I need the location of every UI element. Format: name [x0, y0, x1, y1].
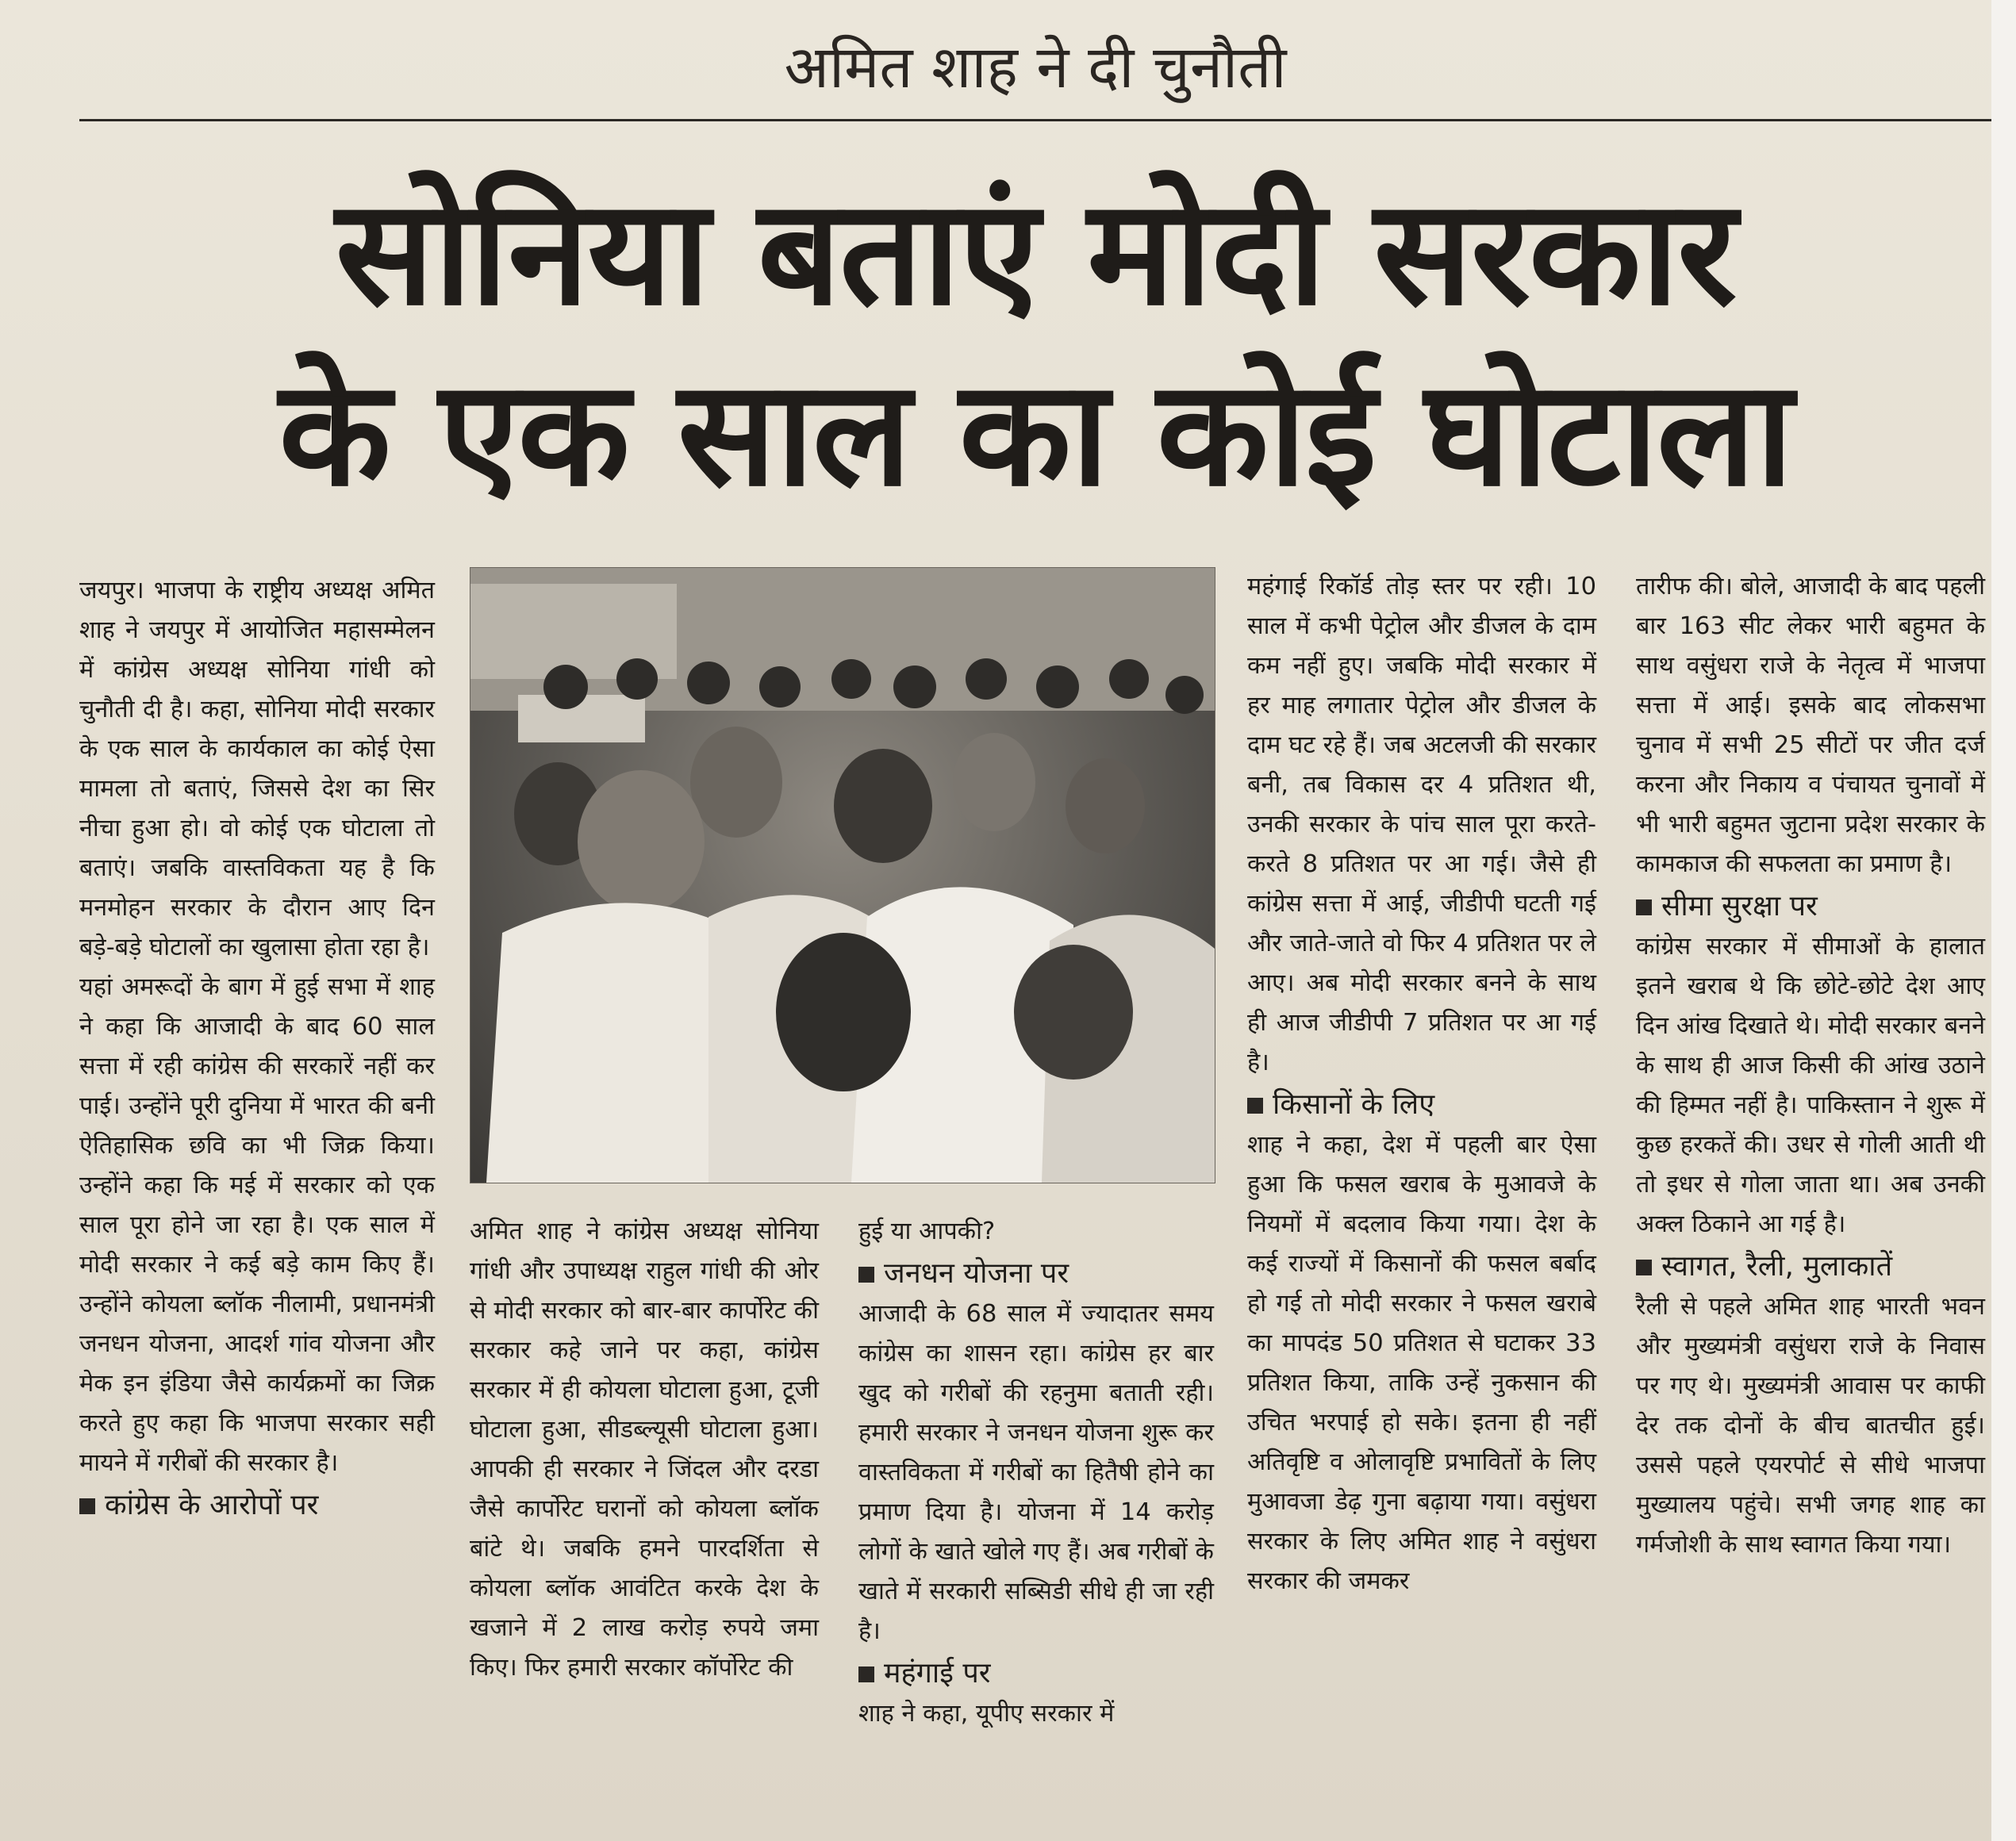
square-bullet-icon: [1636, 1260, 1652, 1275]
col5-subhead-2-text: स्वागत, रैली, मुलाकातें: [1661, 1250, 1893, 1283]
main-headline: [79, 163, 1991, 524]
kicker-headline: अमित शाह ने दी चुनौती: [784, 33, 1287, 102]
article-column-1: [79, 571, 435, 1526]
col4-paragraph-2: शाह ने कहा, देश में पहली बार ऐसा हुआ कि फसल खराब के मुआवजे के नियमों में बदलाव किया गया। देश के कई राज्यों में किसानों की फसल बर्बाद हो गई तो मोदी सरकार ने फसल खराबे का मापदंड 50 प्रतिशत से घटाकर 33 प्रतिशत किया, ताकि उन्हें नुकसान की उचित भरपाई हो सके। इतना ही नहीं अतिवृष्टि व ओलावृष्टि प्रभावितों के लिए मुआवजा डेढ़ गुना बढ़ाया गया। वसुंधरा सरकार के लिए अमित शाह ने वसुंधरा सरकार की जमकर: [1247, 1131, 1596, 1595]
square-bullet-icon: [1636, 899, 1652, 915]
article-column-4: [1247, 567, 1596, 1601]
col4-subhead-text: किसानों के लिए: [1273, 1088, 1435, 1121]
col4-subhead: [1247, 1084, 1596, 1126]
col5-subhead-2: [1636, 1246, 1985, 1287]
col3-paragraph-1: आजादी के 68 साल में ज्यादातर समय कांग्रेस का शासन रहा। कांग्रेस हर बार खुद को गरीबों की रहनुमा बताती रही। हमारी सरकार ने जनधन योजना शुरू कर वास्तविकता में गरीबों का हितैषी होने का प्रमाण दिया है। योजना में 14 करोड़ लोगों के खाते खोले गए हैं। अब गरीबों के खाते में सरकारी सब्सिडी सीधे ही जा रही है।: [858, 1300, 1214, 1645]
square-bullet-icon: [858, 1666, 874, 1682]
article-column-5: [1636, 567, 1985, 1565]
col1-paragraph-2: यहां अमरूदों के बाग में हुई सभा में शाह ने कहा कि आजादी के बाद 60 साल सत्ता में रही कांग्रेस की सरकारें नहीं कर पाई। उन्होंने पूरी दुनिया में भारत की बनी ऐतिहासिक छवि का भी जिक्र किया। उन्होंने कहा कि मई में सरकार को एक साल पूरा होने जा रहा है। एक साल में मोदी सरकार ने कई बड़े काम किए हैं। उन्होंने कोयला ब्लॉक नीलामी, प्रधानमंत्री जनधन योजना, आदर्श गांव योजना और मेक इन इंडिया जैसे कार्यक्रमों का जिक्र करते हुए कहा कि भाजपा सरकार सही मायने में गरीबों की सरकार है।: [79, 973, 435, 1477]
news-photo: [470, 567, 1215, 1183]
col5-paragraph-1: तारीफ की। बोले, आजादी के बाद पहली बार 163 सीट लेकर भारी बहुमत के साथ वसुंधरा राजे के नेतृत्व में भाजपा सत्ता में आई। इसके बाद लोकसभा चुनाव में सभी 25 सीटों पर जीत दर्ज करना और निकाय व पंचायत चुनावों में भी भारी बहुमत जुटाना प्रदेश सरकार के कामकाज की सफलता का प्रमाण है।: [1636, 573, 1985, 878]
col3-subhead-1: [858, 1253, 1214, 1294]
col1-subhead-text: कांग्रेस के आरोपों पर: [105, 1489, 319, 1521]
header-rule: [79, 119, 1991, 121]
article-column-2: [470, 1212, 819, 1688]
col1-subhead: [79, 1485, 435, 1526]
square-bullet-icon: [1247, 1098, 1263, 1114]
square-bullet-icon: [858, 1267, 874, 1283]
col3-paragraph-2: शाह ने कहा, यूपीए सरकार में: [858, 1700, 1115, 1728]
photo-illustration: [470, 568, 1215, 1183]
headline-line-1: सोनिया बताएं मोदी सरकार: [335, 168, 1736, 338]
col4-paragraph-1: महंगाई रिकॉर्ड तोड़ स्तर पर रही। 10 साल में कभी पेट्रोल और डीजल के दाम कम नहीं हुए। जबकि मोदी सरकार में हर माह लगातार पेट्रोल और डीजल के दाम घट रहे हैं। जब अटलजी की सरकार बनी, तब विकास दर 4 प्रतिशत थी, उनकी सरकार के पांच साल पूरा करते-करते 8 प्रतिशत पर आ गई। जैसे ही कांग्रेस सत्ता में आई, जीडीपी घटती गई और जाते-जाते वो फिर 4 प्रतिशत पर ले आए। अब मोदी सरकार बनने के साथ ही आज जीडीपी 7 प्रतिशत पर आ गई है।: [1247, 573, 1596, 1076]
col3-subhead-2: [858, 1653, 1214, 1694]
page-edge: [1991, 0, 2016, 1841]
col5-paragraph-3: रैली से पहले अमित शाह भारती भवन और मुख्यमंत्री वसुंधरा राजे के निवास पर गए थे। मुख्यमंत्री आवास पर काफी देर तक दोनों के बीच बातचीत हुई। उससे पहले एयरपोर्ट से सीधे भाजपा मुख्यालय पहुंचे। सभी जगह शाह का गर्मजोशी के साथ स्वागत किया गया।: [1636, 1293, 1985, 1559]
col2-paragraph-1: अमित शाह ने कांग्रेस अध्यक्ष सोनिया गांधी और उपाध्यक्ष राहुल गांधी की ओर से मोदी सरकार को बार-बार कार्पोरेट की सरकार कहे जाने पर कहा, कांग्रेस सरकार में ही कोयला घोटाला हुआ, टूजी घोटाला हुआ, सीडब्ल्यूसी घोटाला हुआ। आपकी ही सरकार ने जिंदल और दरडा जैसे कार्पोरेट घरानों को कोयला ब्लॉक बांटे थे। जबकि हमने पारदर्शिता से कोयला ब्लॉक आवंटित करके देश के खजाने में 2 लाख करोड़ रुपये जमा किए। फिर हमारी सरकार कॉर्पोरेट की: [470, 1218, 819, 1682]
col5-subhead-1-text: सीमा सुरक्षा पर: [1661, 890, 1818, 922]
square-bullet-icon: [79, 1498, 95, 1514]
col3-intro: हुई या आपकी?: [858, 1218, 996, 1245]
col3-subhead-2-text: महंगाई पर: [884, 1657, 991, 1690]
headline-line-2: के एक साल का कोई घोटाला: [278, 349, 1792, 519]
col1-paragraph-1: जयपुर। भाजपा के राष्ट्रीय अध्यक्ष अमित शाह ने जयपुर में आयोजित महासम्मेलन में कांग्रेस अध्यक्ष सोनिया गांधी को चुनौती दी है। कहा, सोनिया मोदी सरकार के एक साल के कार्यकाल का कोई ऐसा मामला तो बताएं, जिससे देश का सिर नीचा हुआ हो। वो कोई एक घोटाला तो बताएं। जबकि वास्तविकता यह है कि मनमोहन सरकार के दौरान आए दिन बड़े-बड़े घोटालों का खुलासा होता रहा है।: [79, 577, 435, 961]
col5-paragraph-2: कांग्रेस सरकार में सीमाओं के हालात इतने खराब थे कि छोटे-छोटे देश आए दिन आंख दिखाते थे। मोदी सरकार बनने के साथ ही आज किसी की आंख उठाने की हिम्मत नहीं है। पाकिस्तान ने शुरू में कुछ हरकतें की। उधर से गोली आती थी तो इधर से गोला जाता था। अब उनकी अक्ल ठिकाने आ गई है।: [1636, 933, 1985, 1238]
col3-subhead-1-text: जनधन योजना पर: [884, 1257, 1069, 1290]
article-column-3: [858, 1212, 1214, 1734]
col5-subhead-1: [1636, 886, 1985, 927]
